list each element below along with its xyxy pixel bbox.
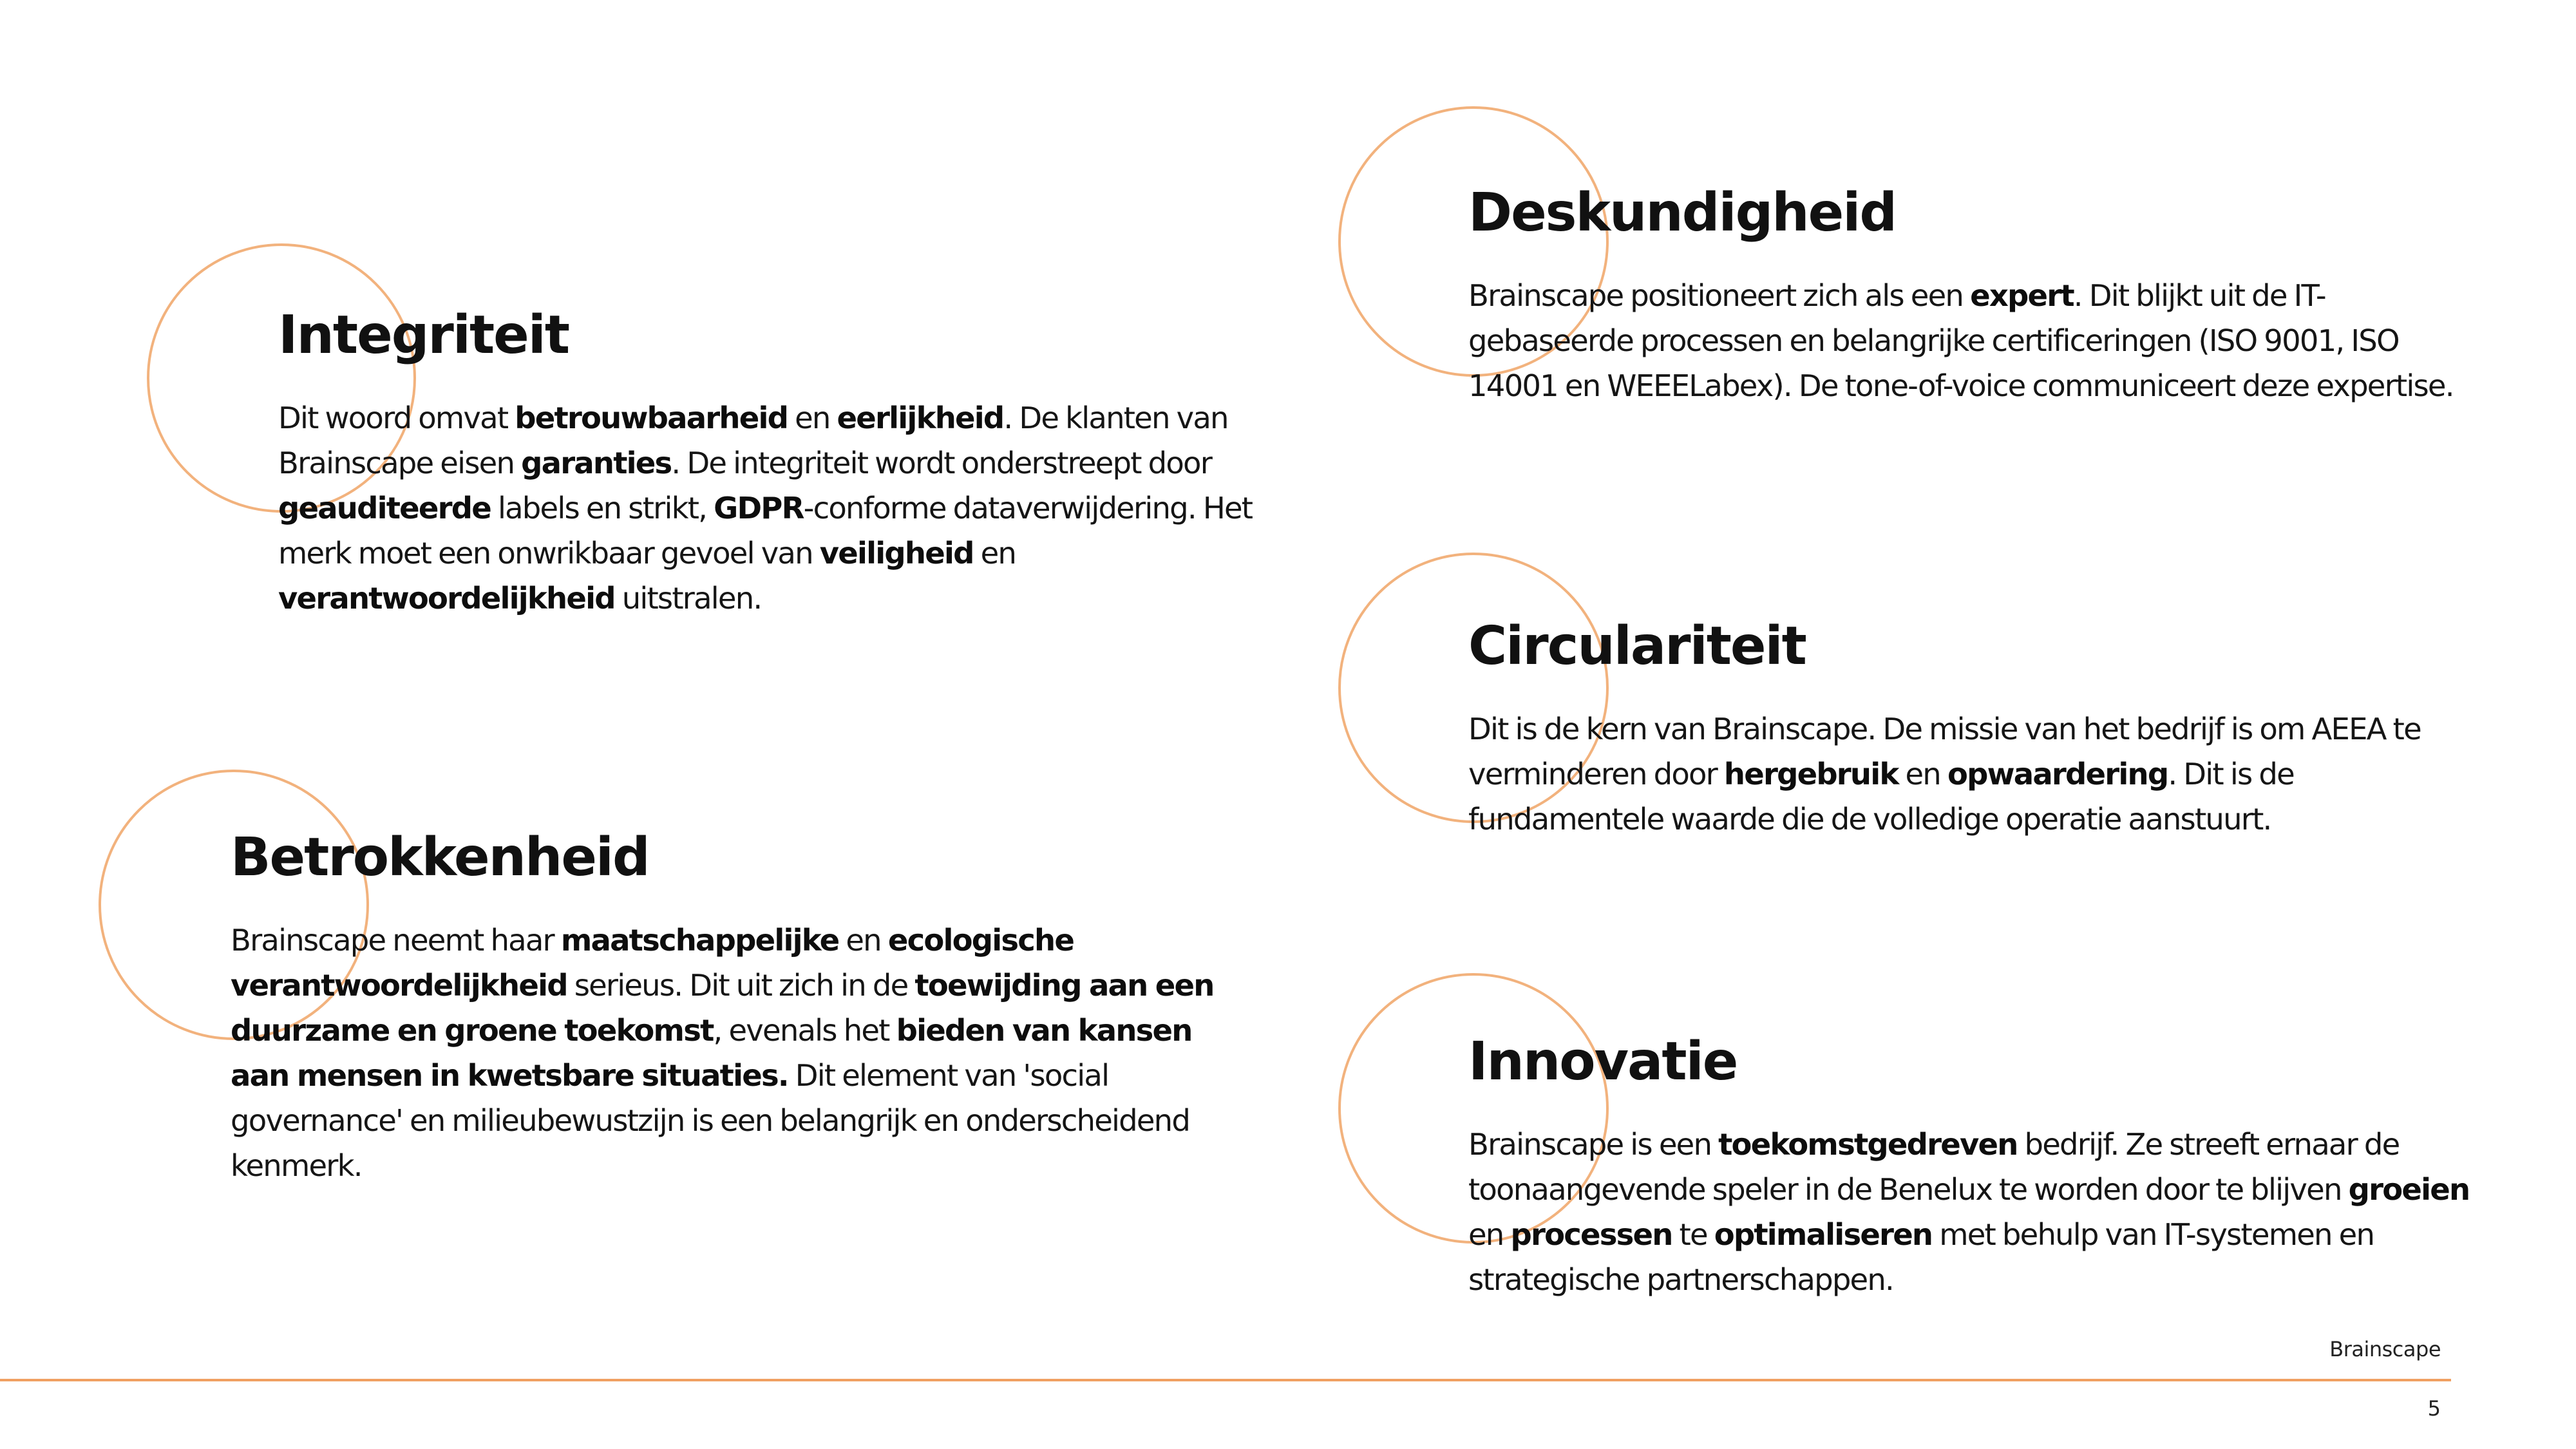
emphasis-text: eerlijkheid — [837, 401, 1004, 435]
section-integriteit — [278, 305, 1283, 621]
section-body — [231, 918, 1216, 1188]
footer-divider — [0, 1379, 2451, 1381]
section-title: Innovatie — [1468, 1031, 1738, 1092]
emphasis-text: toewijding aan een duurzame en groene toekomst — [231, 968, 1214, 1048]
section-title: Deskundigheid — [1468, 182, 1897, 243]
body-text: -conforme dataverwijdering. Het merk moet een onwrikbaar gevoel van — [278, 491, 1253, 571]
emphasis-text: ecologische verantwoordelijkheid — [231, 923, 1074, 1003]
section-deskundigheid — [1468, 182, 2470, 408]
emphasis-text: hergebruik — [1723, 757, 1899, 791]
body-text: en — [1898, 757, 1947, 791]
body-text: uitstralen. — [614, 581, 762, 616]
body-text: Dit woord omvat — [278, 401, 515, 435]
body-text: , evenals het — [713, 1013, 896, 1048]
section-body — [1468, 706, 2447, 842]
emphasis-text: groeien — [2348, 1172, 2470, 1207]
footer-brand: Brainscape — [2329, 1337, 2441, 1361]
emphasis-text: processen — [1510, 1217, 1672, 1252]
emphasis-text: betrouwbaarheid — [515, 401, 788, 435]
body-text: en — [838, 923, 888, 958]
section-title: Integriteit — [278, 305, 569, 366]
emphasis-text: expert — [1970, 278, 2074, 313]
body-text: Dit element van 'social governance' en milieubewustzijn is een belangrijk en onderscheidend kenmerk. — [231, 1058, 1190, 1183]
section-betrokkenheid — [231, 827, 1216, 1188]
section-circulariteit — [1468, 616, 2447, 842]
body-text: Brainscape positioneert zich als een — [1468, 278, 1971, 313]
section-body — [278, 395, 1283, 621]
body-text: serieus. Dit uit zich in de — [567, 968, 915, 1003]
body-text: . Dit is de fundamentele waarde die de volledige operatie aanstuurt. — [1468, 757, 2294, 837]
emphasis-text: maatschappelijke — [560, 923, 839, 958]
body-text: bedrijf. Ze streeft ernaar de toonaangevende speler in de Benelux te worden door te blijven — [1468, 1127, 2400, 1207]
emphasis-text: toekomstgedreven — [1718, 1127, 2018, 1162]
body-text: en — [788, 401, 837, 435]
emphasis-text: veiligheid — [819, 536, 974, 571]
emphasis-text: GDPR — [714, 491, 804, 526]
body-text: labels en strikt, — [491, 491, 714, 526]
emphasis-text: verantwoordelijkheid — [278, 581, 615, 616]
page-number: 5 — [2427, 1396, 2441, 1421]
body-text: te — [1672, 1217, 1714, 1252]
emphasis-text: garanties — [521, 446, 672, 480]
section-body — [1468, 273, 2470, 408]
body-text: Dit is de kern van Brainscape. De missie van het bedrijf is om AEEA te verminderen door — [1468, 712, 2421, 791]
body-text: en — [973, 536, 1016, 571]
body-text: . Dit blijkt uit de IT-gebaseerde processen en belangrijke certificeringen (ISO 9001, ISO 14001 en WEEELabex). De tone-of-voice communiceert deze expertise. — [1468, 278, 2454, 403]
body-text: . De klanten van Brainscape eisen — [278, 401, 1228, 480]
emphasis-text: geauditeerde — [278, 491, 491, 526]
section-body — [1468, 1122, 2473, 1302]
emphasis-text: bieden van kansen aan mensen in kwetsbare situaties. — [231, 1013, 1192, 1093]
section-innovatie — [1468, 1031, 2473, 1302]
body-text: met behulp van IT-systemen en strategische partnerschappen. — [1468, 1217, 2374, 1297]
body-text: Brainscape is een — [1468, 1127, 1719, 1162]
body-text: en — [1468, 1217, 1511, 1252]
body-text: Brainscape neemt haar — [231, 923, 561, 958]
emphasis-text: opwaardering — [1947, 757, 2168, 791]
section-title: Betrokkenheid — [231, 827, 649, 888]
body-text: . De integriteit wordt onderstreept door — [671, 446, 1212, 480]
section-title: Circulariteit — [1468, 616, 1806, 677]
emphasis-text: optimaliseren — [1714, 1217, 1933, 1252]
